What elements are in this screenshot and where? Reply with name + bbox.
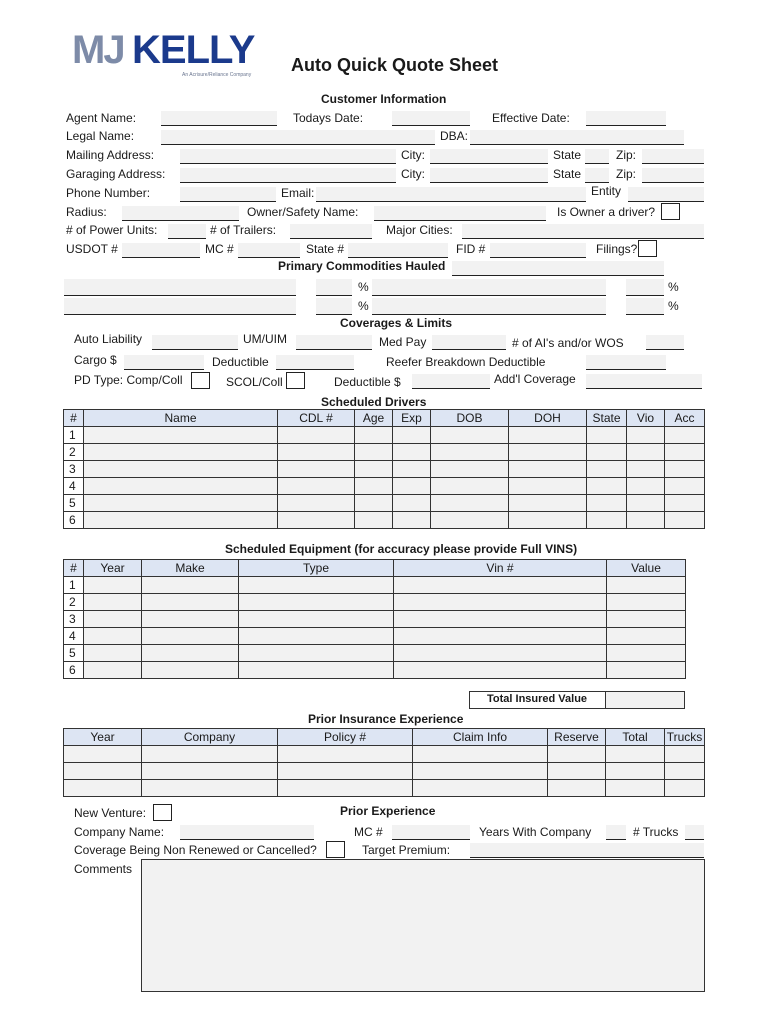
equipment-cell[interactable] [394, 628, 607, 645]
prior-insurance-col-header: Company [142, 729, 278, 746]
prior-insurance-row [64, 746, 705, 763]
drivers-cell[interactable] [84, 427, 278, 444]
drivers-cell[interactable] [587, 427, 627, 444]
drivers-cell[interactable] [355, 461, 393, 478]
drivers-cell[interactable] [278, 512, 355, 529]
drivers-cell[interactable] [278, 444, 355, 461]
usdot-field[interactable] [122, 243, 200, 258]
drivers-cell[interactable] [587, 478, 627, 495]
garaging-address-field[interactable] [180, 168, 396, 183]
drivers-cell[interactable] [587, 461, 627, 478]
entity-field[interactable] [628, 187, 704, 202]
drivers-cell[interactable] [665, 444, 705, 461]
prior-insurance-col-header: Reserve [548, 729, 606, 746]
equipment-row-number: 5 [64, 645, 84, 662]
drivers-cell[interactable] [355, 444, 393, 461]
med-pay-field[interactable] [432, 335, 506, 350]
years-with-company-label: Years With Company [479, 825, 592, 839]
drivers-cell[interactable] [509, 512, 587, 529]
mc-label: MC # [205, 242, 234, 256]
ais-wos-label: # of AI's and/or WOS [512, 336, 624, 350]
equipment-cell[interactable] [142, 662, 239, 679]
commodity-3-pct-sign: % [358, 299, 369, 313]
commodity-4-name[interactable] [372, 298, 606, 315]
equipment-row-number: 2 [64, 594, 84, 611]
equipment-cell[interactable] [239, 662, 394, 679]
equipment-cell[interactable] [84, 577, 142, 594]
prior-insurance-cell[interactable] [606, 780, 665, 797]
logo-mj-text: MJ [72, 28, 124, 72]
todays-date-label: Todays Date: [293, 111, 364, 125]
state-number-label: State # [306, 242, 345, 256]
drivers-row [64, 461, 705, 478]
drivers-cell[interactable] [355, 427, 393, 444]
drivers-cell[interactable] [665, 512, 705, 529]
equipment-cell[interactable] [239, 611, 394, 628]
drivers-cell[interactable] [393, 512, 431, 529]
ais-wos-field[interactable] [646, 335, 684, 350]
drivers-row [64, 427, 705, 444]
prior-insurance-cell[interactable] [606, 746, 665, 763]
drivers-cell[interactable] [84, 495, 278, 512]
mailing-zip-label: Zip: [616, 148, 637, 162]
email-field[interactable] [316, 187, 586, 202]
scol-coll-label: SCOL/Coll [226, 375, 283, 389]
drivers-cell[interactable] [278, 461, 355, 478]
drivers-cell[interactable] [627, 461, 665, 478]
addl-coverage-label: Add'l Coverage [494, 372, 576, 386]
new-venture-checkbox[interactable] [153, 804, 172, 821]
equipment-cell[interactable] [142, 594, 239, 611]
prior-insurance-heading: Prior Insurance Experience [308, 712, 464, 726]
prior-insurance-col-header: Trucks [665, 729, 705, 746]
radius-field[interactable] [122, 206, 239, 221]
major-cities-label: Major Cities: [386, 223, 453, 237]
drivers-cell[interactable] [587, 444, 627, 461]
prior-insurance-cell[interactable] [413, 763, 548, 780]
logo-kelly-text: KELLY [132, 28, 255, 72]
logo-subtitle: An Acrisure/Reliance Company [182, 72, 252, 78]
equipment-row [64, 594, 686, 611]
drivers-col-header: # [64, 410, 84, 427]
drivers-header-row [64, 410, 705, 427]
drivers-cell[interactable] [355, 512, 393, 529]
equipment-cell[interactable] [142, 628, 239, 645]
garaging-city-field[interactable] [430, 168, 548, 183]
equipment-cell[interactable] [239, 628, 394, 645]
todays-date-field[interactable] [392, 111, 470, 126]
drivers-cell[interactable] [431, 461, 509, 478]
pd-deductible-field[interactable] [412, 374, 490, 389]
med-pay-label: Med Pay [379, 335, 427, 349]
drivers-row-number: 2 [64, 444, 84, 461]
garaging-zip-field[interactable] [642, 168, 704, 183]
effective-date-label: Effective Date: [492, 111, 570, 125]
power-units-label: # of Power Units: [66, 223, 158, 237]
drivers-cell[interactable] [355, 495, 393, 512]
drivers-cell[interactable] [627, 427, 665, 444]
non-renewed-checkbox[interactable] [326, 841, 345, 858]
mailing-city-field[interactable] [430, 149, 548, 164]
garaging-city-label: City: [401, 167, 425, 181]
drivers-cell[interactable] [431, 495, 509, 512]
drivers-cell[interactable] [84, 461, 278, 478]
drivers-row-number: 3 [64, 461, 84, 478]
drivers-col-header: DOB [431, 410, 509, 427]
comp-coll-checkbox[interactable] [191, 372, 210, 389]
equipment-cell[interactable] [607, 611, 686, 628]
num-trucks-label: # Trucks [633, 825, 679, 839]
drivers-cell[interactable] [627, 512, 665, 529]
equipment-cell[interactable] [239, 594, 394, 611]
drivers-cell[interactable] [627, 444, 665, 461]
prior-insurance-cell[interactable] [142, 763, 278, 780]
commodity-1-pct-sign: % [358, 280, 369, 294]
equipment-header-row [64, 560, 686, 577]
drivers-col-header: Age [355, 410, 393, 427]
equipment-col-header: Year [84, 560, 142, 577]
equipment-col-header: Value [607, 560, 686, 577]
prior-experience-heading: Prior Experience [340, 804, 436, 818]
company-logo [70, 28, 270, 84]
equipment-cell[interactable] [142, 645, 239, 662]
power-units-field[interactable] [168, 224, 206, 239]
drivers-cell[interactable] [393, 495, 431, 512]
commodity-2-pct-sign: % [668, 280, 679, 294]
equipment-cell[interactable] [239, 645, 394, 662]
drivers-heading: Scheduled Drivers [321, 395, 427, 409]
drivers-col-header: CDL # [278, 410, 355, 427]
prior-insurance-cell[interactable] [142, 746, 278, 763]
years-with-company-field[interactable] [606, 825, 626, 840]
equipment-col-header: Type [239, 560, 394, 577]
owner-driver-checkbox[interactable] [661, 203, 680, 220]
new-venture-label: New Venture: [74, 806, 147, 820]
equipment-cell[interactable] [394, 577, 607, 594]
equipment-heading: Scheduled Equipment (for accuracy please provide Full VINS) [225, 542, 578, 556]
drivers-table [63, 409, 705, 529]
equipment-table [63, 559, 686, 679]
drivers-cell[interactable] [84, 478, 278, 495]
pd-type-label: PD Type: Comp/Coll [74, 373, 183, 387]
prior-insurance-cell[interactable] [606, 763, 665, 780]
drivers-cell[interactable] [393, 478, 431, 495]
drivers-row-number: 5 [64, 495, 84, 512]
drivers-cell[interactable] [431, 478, 509, 495]
drivers-row [64, 512, 705, 529]
equipment-cell[interactable] [394, 662, 607, 679]
drivers-cell[interactable] [431, 444, 509, 461]
non-renewed-label: Coverage Being Non Renewed or Cancelled? [74, 843, 317, 857]
drivers-cell[interactable] [665, 461, 705, 478]
drivers-row-number: 4 [64, 478, 84, 495]
owner-safety-field[interactable] [374, 206, 546, 221]
filings-label: Filings? [596, 242, 638, 256]
email-label: Email: [281, 186, 315, 200]
drivers-cell[interactable] [84, 512, 278, 529]
dba-label: DBA: [440, 129, 469, 143]
equipment-row-number: 3 [64, 611, 84, 628]
commodity-1-percent[interactable] [316, 279, 352, 296]
drivers-col-header: Acc [665, 410, 705, 427]
company-name-label: Company Name: [74, 825, 165, 839]
fid-label: FID # [456, 242, 486, 256]
target-premium-label: Target Premium: [362, 843, 451, 857]
fid-field[interactable] [490, 243, 586, 258]
prior-insurance-row [64, 763, 705, 780]
addl-coverage-field[interactable] [586, 374, 702, 389]
comments-textarea[interactable] [141, 859, 705, 992]
garaging-address-label: Garaging Address: [66, 167, 166, 181]
commodity-4-pct-sign: % [668, 299, 679, 313]
drivers-cell[interactable] [509, 478, 587, 495]
prior-insurance-cell[interactable] [413, 746, 548, 763]
equipment-cell[interactable] [607, 577, 686, 594]
auto-liability-field[interactable] [152, 335, 238, 350]
coverages-heading: Coverages & Limits [340, 316, 453, 330]
prior-insurance-cell[interactable] [64, 780, 142, 797]
entity-label: Entity [591, 184, 622, 198]
trailers-label: # of Trailers: [210, 223, 277, 237]
effective-date-field[interactable] [586, 111, 666, 126]
drivers-col-header: State [587, 410, 627, 427]
prior-insurance-table [63, 728, 705, 797]
drivers-cell[interactable] [587, 495, 627, 512]
prior-insurance-cell[interactable] [64, 746, 142, 763]
mailing-city-label: City: [401, 148, 425, 162]
um-uim-field[interactable] [296, 335, 372, 350]
company-name-field[interactable] [180, 825, 314, 840]
drivers-cell[interactable] [509, 444, 587, 461]
owner-driver-label: Is Owner a driver? [557, 205, 656, 219]
total-insured-value-field[interactable] [605, 691, 685, 709]
drivers-col-header: Vio [627, 410, 665, 427]
drivers-cell[interactable] [431, 427, 509, 444]
cargo-deductible-label: Deductible [212, 355, 269, 369]
dba-field[interactable] [470, 130, 684, 145]
drivers-cell[interactable] [627, 495, 665, 512]
reefer-deductible-field[interactable] [586, 355, 666, 370]
equipment-cell[interactable] [84, 594, 142, 611]
drivers-cell[interactable] [278, 478, 355, 495]
garaging-zip-label: Zip: [616, 167, 637, 181]
agent-name-field[interactable] [161, 111, 277, 126]
commodity-3-name[interactable] [64, 298, 296, 315]
legal-name-label: Legal Name: [66, 129, 135, 143]
equipment-cell[interactable] [142, 611, 239, 628]
equipment-row [64, 577, 686, 594]
major-cities-field[interactable] [462, 224, 704, 239]
state-number-field[interactable] [348, 243, 448, 258]
equipment-cell[interactable] [84, 662, 142, 679]
prior-insurance-header-row [64, 729, 705, 746]
drivers-col-header: Exp [393, 410, 431, 427]
scol-coll-checkbox[interactable] [286, 372, 305, 389]
drivers-row-number: 1 [64, 427, 84, 444]
equipment-cell[interactable] [607, 662, 686, 679]
equipment-cell[interactable] [84, 645, 142, 662]
equipment-row [64, 645, 686, 662]
drivers-row [64, 478, 705, 495]
equipment-row [64, 662, 686, 679]
phone-number-field[interactable] [180, 187, 276, 202]
equipment-cell[interactable] [394, 611, 607, 628]
legal-name-field[interactable] [161, 130, 435, 145]
reefer-deductible-label: Reefer Breakdown Deductible [386, 355, 546, 369]
commodity-3-percent[interactable] [316, 298, 352, 315]
mc-field[interactable] [238, 243, 300, 258]
prior-insurance-cell[interactable] [548, 780, 606, 797]
equipment-col-header: Vin # [394, 560, 607, 577]
prior-insurance-col-header: Policy # [278, 729, 413, 746]
drivers-row-number: 6 [64, 512, 84, 529]
garaging-state-label: State [553, 167, 582, 181]
prior-insurance-cell[interactable] [548, 746, 606, 763]
target-premium-field[interactable] [470, 843, 704, 858]
prior-mc-label: MC # [354, 825, 383, 839]
garaging-state-field[interactable] [585, 168, 609, 183]
prior-mc-field[interactable] [392, 825, 470, 840]
drivers-cell[interactable] [665, 427, 705, 444]
equipment-row-number: 1 [64, 577, 84, 594]
prior-insurance-cell[interactable] [278, 763, 413, 780]
um-uim-label: UM/UIM [243, 332, 287, 346]
drivers-cell[interactable] [393, 444, 431, 461]
prior-insurance-cell[interactable] [278, 780, 413, 797]
equipment-row-number: 6 [64, 662, 84, 679]
radius-label: Radius: [66, 205, 107, 219]
equipment-cell[interactable] [239, 577, 394, 594]
prior-insurance-col-header: Claim Info [413, 729, 548, 746]
equipment-col-header: Make [142, 560, 239, 577]
prior-insurance-col-header: Year [64, 729, 142, 746]
equipment-cell[interactable] [84, 611, 142, 628]
drivers-cell[interactable] [278, 495, 355, 512]
drivers-cell[interactable] [84, 444, 278, 461]
equipment-row [64, 611, 686, 628]
mailing-zip-field[interactable] [642, 149, 704, 164]
drivers-col-header: Name [84, 410, 278, 427]
mailing-state-field[interactable] [585, 149, 609, 164]
prior-insurance-cell[interactable] [665, 780, 705, 797]
commodity-2-percent[interactable] [626, 279, 664, 296]
auto-liability-label: Auto Liability [74, 332, 143, 346]
customer-info-heading: Customer Information [321, 92, 447, 106]
prior-insurance-row [64, 780, 705, 797]
drivers-cell[interactable] [509, 461, 587, 478]
equipment-cell[interactable] [607, 594, 686, 611]
drivers-col-header: DOH [509, 410, 587, 427]
cargo-field[interactable] [124, 355, 204, 370]
equipment-cell[interactable] [142, 577, 239, 594]
equipment-cell[interactable] [394, 645, 607, 662]
drivers-cell[interactable] [587, 512, 627, 529]
equipment-cell[interactable] [394, 594, 607, 611]
commodity-1-name[interactable] [64, 279, 296, 296]
prior-insurance-cell[interactable] [665, 763, 705, 780]
commodity-4-percent[interactable] [626, 298, 664, 315]
equipment-cell[interactable] [84, 628, 142, 645]
prior-insurance-cell[interactable] [665, 746, 705, 763]
usdot-label: USDOT # [66, 242, 118, 256]
agent-name-label: Agent Name: [66, 111, 137, 125]
cargo-label: Cargo $ [74, 353, 117, 367]
cargo-deductible-field[interactable] [276, 355, 354, 370]
equipment-cell[interactable] [607, 628, 686, 645]
drivers-cell[interactable] [509, 495, 587, 512]
drivers-cell[interactable] [355, 478, 393, 495]
drivers-cell[interactable] [509, 427, 587, 444]
mailing-address-label: Mailing Address: [66, 148, 155, 162]
equipment-row [64, 628, 686, 645]
equipment-cell[interactable] [607, 645, 686, 662]
drivers-cell[interactable] [278, 427, 355, 444]
prior-insurance-cell[interactable] [548, 763, 606, 780]
commodities-heading: Primary Commodities Hauled [278, 259, 446, 273]
prior-insurance-cell[interactable] [278, 746, 413, 763]
equipment-col-header: # [64, 560, 84, 577]
drivers-row [64, 444, 705, 461]
total-insured-value-label: Total Insured Value [487, 693, 588, 705]
pd-deductible-label: Deductible $ [334, 375, 401, 389]
comments-label: Comments [74, 862, 133, 876]
equipment-row-number: 4 [64, 628, 84, 645]
drivers-cell[interactable] [665, 495, 705, 512]
drivers-cell[interactable] [665, 478, 705, 495]
drivers-cell[interactable] [393, 427, 431, 444]
phone-number-label: Phone Number: [66, 186, 151, 200]
prior-insurance-cell[interactable] [142, 780, 278, 797]
drivers-row [64, 495, 705, 512]
num-trucks-field[interactable] [685, 825, 704, 840]
owner-safety-label: Owner/Safety Name: [247, 205, 359, 219]
trailers-field[interactable] [290, 224, 372, 239]
page-title: Auto Quick Quote Sheet [291, 55, 499, 75]
prior-insurance-cell[interactable] [413, 780, 548, 797]
drivers-cell[interactable] [393, 461, 431, 478]
commodity-2-name[interactable] [372, 279, 606, 296]
drivers-cell[interactable] [431, 512, 509, 529]
commodities-heading-field[interactable] [452, 261, 664, 276]
drivers-cell[interactable] [627, 478, 665, 495]
mailing-state-label: State [553, 148, 582, 162]
filings-checkbox[interactable] [638, 240, 657, 257]
mailing-address-field[interactable] [180, 149, 396, 164]
prior-insurance-cell[interactable] [64, 763, 142, 780]
prior-insurance-col-header: Total [606, 729, 665, 746]
total-insured-value-box [469, 691, 606, 709]
